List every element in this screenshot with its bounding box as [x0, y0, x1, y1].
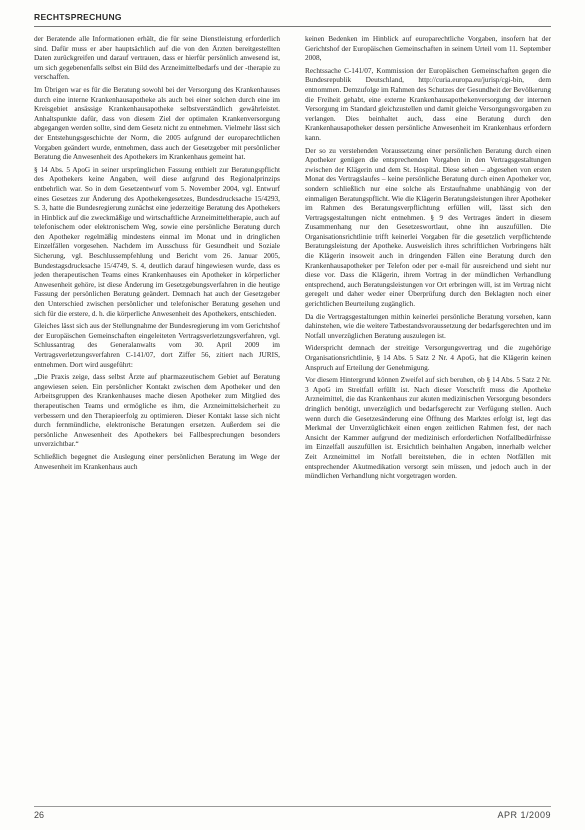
paragraph: keinen Bedenken im Hinblick auf europarechtliche Vorgaben, insofern hat der Gerichtshof der Europäischen Gemeinschaften in seinem Urteil vom 11. September 2008, [305, 34, 551, 63]
paragraph: Der so zu verstehenden Voraussetzung einer persönlichen Beratung durch einen Apotheker genügen die entsprechenden Vorgaben in den Vertragsgestaltungen zwischen der Klägerin und dem St. Hospital. Diese sehen – abgesehen von ersten Monat des Vertragslaufes – keine persönliche Beratung durch einen Apotheker vor, sondern schließlich nur eine solche als Erstaufnahme unabhängig von der einmaligen Beratungspflicht. Wie die Klägerin Beratungsleistungen ihrer Apotheker im Rahmen des Beratungsverpflichtung erfüllen will, lässt sich den Vertragsgestaltungen nicht entnehmen. § 9 des Vertrages ändert in diesem Zusammenhang nur den Gesetzeswortlaut, ohne ihn auszufüllen. Die Organisationsrichtlinie trifft keinerlei Vorgaben für die gesetzlich verpflichtende Beratungsleistung der Apotheke. Ausweislich ihres schriftlichen Vorbringens hält die Klägerin insoweit auch in dringenden Fällen eine Beratung durch den Krankenhausapotheker per Telefon oder per e-mail für ausreichend und sieht nur diese vor. Dass die Klägerin, ihrem Vortrag in der mündlichen Verhandlung entsprechend, auch Beratungsleistungen vor Ort erbringen will, ist im Vertrag nicht geregelt und daher weder einer Überprüfung durch den Beklagten noch einer gerichtlichen Beurteilung zugänglich. [305, 145, 551, 309]
paragraph: § 14 Abs. 5 ApoG in seiner ursprünglichen Fassung enthielt zur Beratungspflicht des Apothekers keine Angaben, weil diese aufgrund des Regionalprinzips entbehrlich war. So in dem Gesetzentwurf vom 5. November 2004, vgl. Entwurf eines Gesetzes zur Änderung des Apothekengesetzes, Bundesdrucksache 15/4293, S. 3, hatte die Bundesregierung zunächst eine jederzeitige Beratung des Apothekers in Hinblick auf die zweckmäßige und wirtschaftliche Arzneimitteltherapie, auch auf telefonischem oder elektronischem Weg, sowie eine persönliche Beratung durch den Apotheker regelmäßig mindestens einmal im Monat und in dringlichen Einzelfällen vorgesehen. Nachdem im Ausschuss für Gesundheit und Soziale Sicherung, vgl. Beschlussempfehlung und Bericht vom 26. Januar 2005, Bundestagsdrucksache 15/4749, S. 4, deutlich darauf hingewiesen wurde, dass es jeden therapeutischen Teams eines Krankenhauses ein Apotheker in körperlicher Anwesenheit gehöre, ist diese Änderung im Gesetzgebungsverfahren in die heutige Fassung der persönlichen Beratung geändert. Demnach hat auch der Gesetzgeber den Unterschied zwischen persönlicher und telefonischer Beratung gesehen und sich für die erstere, d. h. die körperliche Anwesenheit des Apothekers, entschieden. [34, 164, 280, 318]
right-column [305, 34, 551, 484]
journal-reference: APR 1/2009 [497, 810, 551, 820]
paragraph: Widerspricht demnach der streitige Versorgungsvertrag und die zugehörige Organisationsrichtlinie, § 14 Abs. 5 Satz 2 Nr. 4 ApoG, hat die Klägerin keinen Anspruch auf Erteilung der Genehmigung. [305, 343, 551, 372]
paragraph: der Beratende alle Informationen erhält, die für seine Dienstleistung erforderlich sind. Dafür muss er aber hauptsächlich auf die von den Ärzten bereitgestellten Daten zurückgreifen und darauf vertrauen, dass er hierfür persönlich anwesend ist, um sich gegebenenfalls selbst ein Bild des Arzneimittelbedarfs und der -therapie zu verschaffen. [34, 34, 280, 82]
page-number: 26 [34, 810, 45, 820]
paragraph: Im Übrigen war es für die Beratung sowohl bei der Versorgung des Krankenhauses durch eine interne Krankenhausapotheke als auch bei einer solchen durch eine im Kreisgebiet ansässige Krankenhausapotheke selbstverständlich gewährleistet. Anhaltspunkte dafür, dass von diesem Ziel der optimalen Krankenversorgung abgegangen werden sollte, sind dem Gesetz nicht zu entnehmen. Vielmehr lässt sich der Entstehungsgeschichte der Norm, die 2005 aufgrund der europarechtlichen Vorgaben geändert wurde, entnehmen, dass auch der Gesetzgeber mit persönlicher Beratung die Anwesenheit des Apothekers im Krankenhaus gemeint hat. [34, 84, 280, 162]
paragraph: Rechtssache C-141/07, Kommission der Europäischen Gemeinschaften gegen die Bundesrepublik Deutschland, http://curia.europa.eu/jurisp/cgi-bin, dem entnommen. Demzufolge im Rahmen des Schutzes der Gesundheit der Bevölkerung die Freiheit gehabt, eine externe Krankenhausapothekenversorgung der internen Versorgung im Standard gleichzustellen und damit gleiche Versorgungsvorgaben zu verlangen. Dies beinhaltet auch, dass eine Beratung durch den Krankenhausapotheker dessen persönliche Anwesenheit im Krankenhaus erfordern kann. [305, 65, 552, 142]
quotation-paragraph: „Die Praxis zeige, dass selbst Ärzte auf pharmazeutischem Gebiet auf Beratung angewiesen seien. Ein persönlicher Kontakt zwischen dem Apotheker und den Arbeitsgruppen des Krankenhauses mache diesen Apotheker zum Mitglied des therapeutischen Teams und ermögliche es ihm, die Arzneimittelsicherheit zu verbessern und den Therapieerfolg zu optimieren. Dieser Kontakt lasse sich nicht durch fernmündliche, elektronische Beratungen ersetzen. Außerdem sei die persönliche Anwesenheit des Apothekers bei Fallbesprechungen besonders unverzichtbar.“ [34, 372, 280, 449]
section-header: RECHTSPRECHUNG [34, 12, 122, 22]
footer-divider [34, 806, 551, 807]
paragraph: Schließlich begegnet die Auslegung einer persönlichen Beratung im Wege der Anwesenheit im Krankenhaus auch [34, 451, 280, 471]
paragraph: Gleiches lässt sich aus der Stellungnahme der Bundesregierung im vom Gerichtshof der Europäischen Gemeinschaften eingeleiteten Vertragsverletzungsverfahren, vgl. Schlussantrag des Generalanwalts vom 30. April 2009 im Vertragsverletzungsverfahren C-141/07, dort Ziffer 56, zitiert nach JURIS, entnehmen. Dort wird ausgeführt: [34, 321, 280, 369]
left-column [34, 34, 280, 474]
paragraph: Vor diesem Hintergrund können Zweifel auf sich beruhen, ob § 14 Abs. 5 Satz 2 Nr. 3 ApoG im Streitfall erfüllt ist. Nach dieser Vorschrift muss die Apotheke Arzneimittel, die das Krankenhaus zur akuten medizinischen Versorgung besonders dringlich benötigt, unverzüglich und bedarfsgerecht zur Verfügung stellen. Auch wenn durch die Gesetzesänderung eine Öffnung des Marktes erfolgt ist, legt das Merkmal der Unverzüglichkeit einen engen zeitlichen Rahmen fest, der nach Ansicht der Kammer aufgrund der medizinisch erforderlichen Notfallbedürfnisse im Einzelfall auszufüllen ist. Ersichtlich beinhalten Angaben, innerhalb welcher Zeit Arzneimittel im Notfall bereitstehen, die in echten Notfällen mit entsprechender Akutmedikation versorgt sein müssen, und jedoch auch in der mündlichen Verhandlung nicht vorgetragen worden. [305, 375, 551, 481]
header-divider [34, 26, 551, 27]
paragraph: Da die Vertragsgestaltungen mithin keinerlei persönliche Beratung vorsehen, kann dahinstehen, wie die weitere Tatbestandsvoraussetzung der bedarfsgerechten und im Notfall unverzüglichen Beratung auszulegen ist. [305, 311, 551, 340]
